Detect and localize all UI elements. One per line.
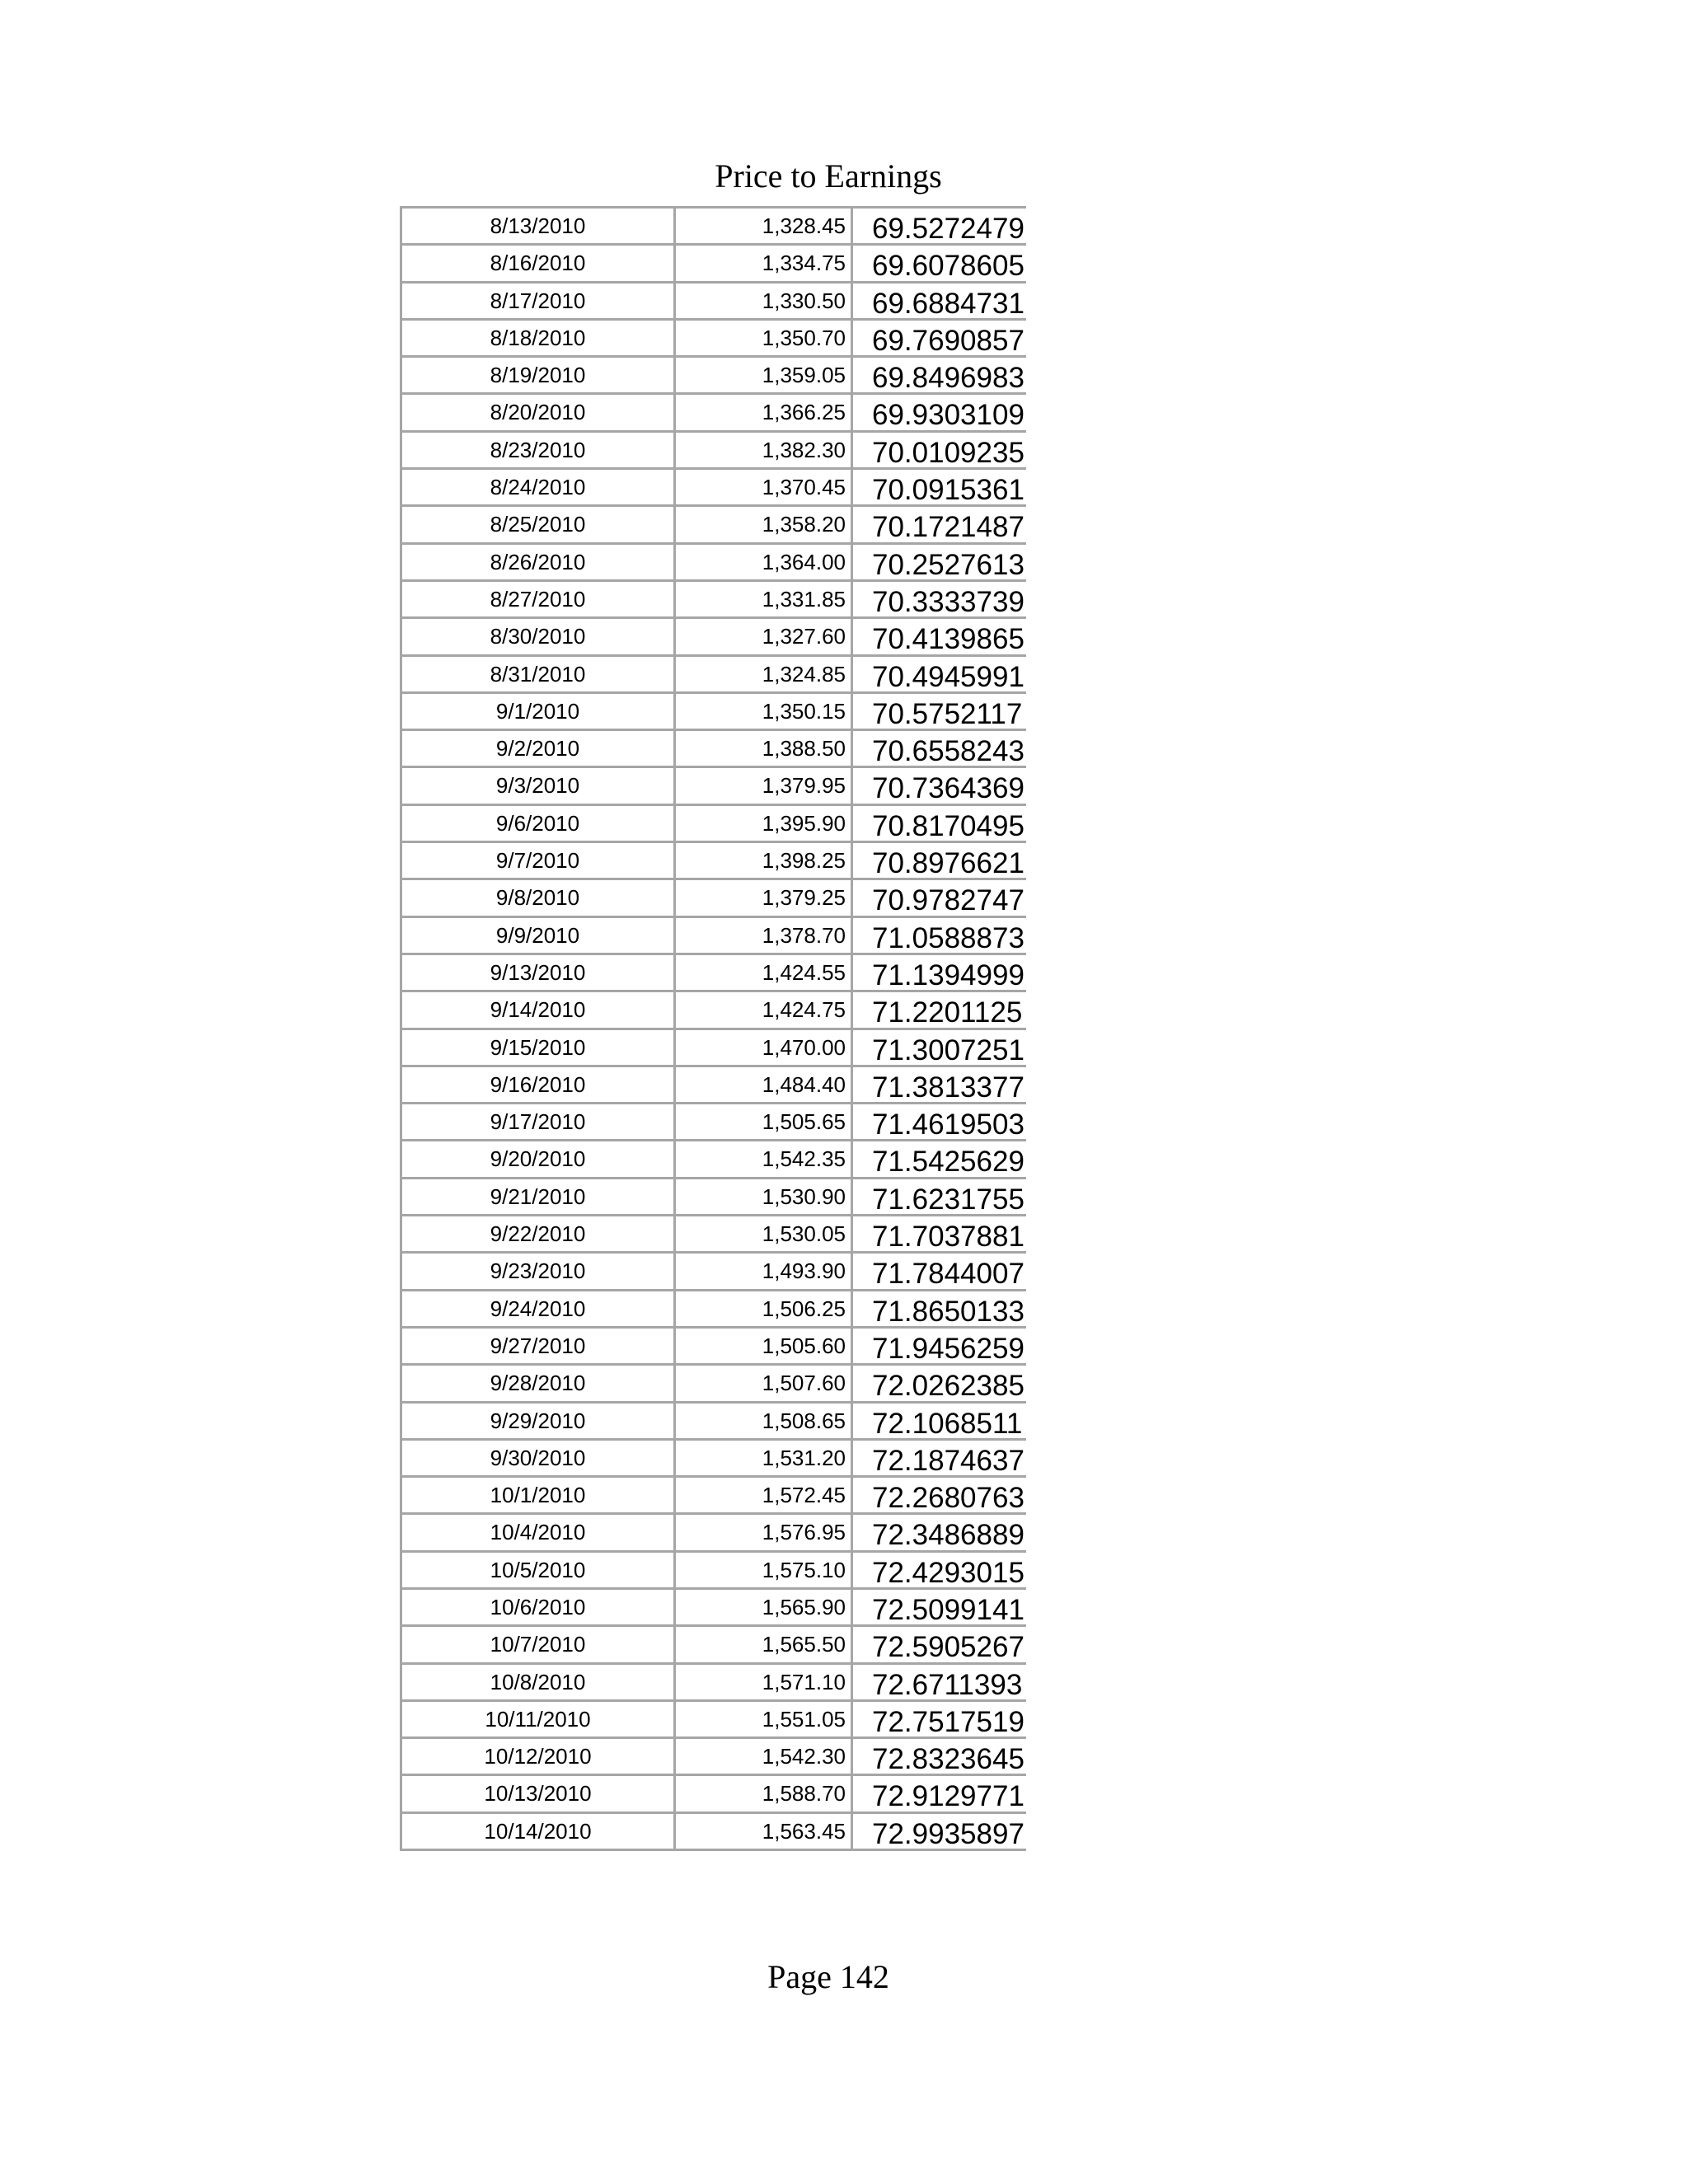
- pe-ratio-value: 72.1068511: [872, 1407, 1023, 1440]
- price-cell: 1,484.40: [676, 1067, 853, 1102]
- date-cell: 9/20/2010: [400, 1141, 676, 1176]
- table-row: [400, 1665, 1026, 1702]
- table-row: [400, 246, 1026, 283]
- price-cell: 1,470.00: [676, 1030, 853, 1065]
- table-row: [400, 395, 1026, 432]
- date-cell: 8/31/2010: [400, 657, 676, 691]
- date-cell: 10/5/2010: [400, 1553, 676, 1587]
- price-cell: 1,531.20: [676, 1441, 853, 1475]
- price-cell: 1,334.75: [676, 246, 853, 280]
- pe-ratio-value: 72.5099141: [872, 1593, 1025, 1626]
- pe-ratio-value: 69.5272479: [872, 213, 1025, 245]
- date-cell: 8/16/2010: [400, 246, 676, 280]
- pe-ratio-value: 72.0262385: [872, 1370, 1025, 1403]
- price-cell: 1,508.65: [676, 1404, 853, 1438]
- pe-ratio-value: 72.7517519: [872, 1705, 1025, 1738]
- date-cell: 9/24/2010: [400, 1291, 676, 1326]
- pe-ratio-value: 72.4293015: [872, 1556, 1025, 1589]
- date-cell: 9/30/2010: [400, 1441, 676, 1475]
- pe-ratio-value: 69.6078605: [872, 250, 1025, 283]
- date-cell: 9/16/2010: [400, 1067, 676, 1102]
- date-cell: 9/15/2010: [400, 1030, 676, 1065]
- table-row: [400, 1553, 1026, 1590]
- price-cell: 1,379.95: [676, 768, 853, 803]
- table-row: [400, 1814, 1026, 1851]
- table-row: [400, 806, 1026, 843]
- table-row: [400, 284, 1026, 321]
- table-row: [400, 1478, 1026, 1515]
- table-row: [400, 657, 1026, 694]
- table-row: [400, 321, 1026, 358]
- date-cell: 8/27/2010: [400, 582, 676, 616]
- date-cell: 10/7/2010: [400, 1627, 676, 1661]
- price-cell: 1,542.35: [676, 1141, 853, 1176]
- date-cell: 8/30/2010: [400, 619, 676, 654]
- table-row: [400, 918, 1026, 955]
- date-cell: 8/13/2010: [400, 209, 676, 243]
- date-cell: 9/29/2010: [400, 1404, 676, 1438]
- price-cell: 1,506.25: [676, 1291, 853, 1326]
- date-cell: 9/27/2010: [400, 1329, 676, 1363]
- pe-ratio-value: 71.5425629: [872, 1146, 1025, 1179]
- date-cell: 9/28/2010: [400, 1366, 676, 1400]
- price-cell: 1,366.25: [676, 395, 853, 429]
- table-row: [400, 1366, 1026, 1403]
- date-cell: 8/25/2010: [400, 507, 676, 541]
- pe-ratio-value: 70.9782747: [872, 884, 1025, 917]
- price-cell: 1,565.50: [676, 1627, 853, 1661]
- pe-ratio-value: 71.4619503: [872, 1108, 1025, 1141]
- date-cell: 9/13/2010: [400, 955, 676, 990]
- pe-ratio-value: 72.1874637: [872, 1444, 1025, 1477]
- price-cell: 1,358.20: [676, 507, 853, 541]
- date-cell: 10/13/2010: [400, 1776, 676, 1811]
- date-cell: 9/3/2010: [400, 768, 676, 803]
- pe-ratio-value: 72.2680763: [872, 1482, 1025, 1515]
- table-row: [400, 1104, 1026, 1141]
- pe-ratio-value: 71.0588873: [872, 921, 1025, 954]
- price-cell: 1,379.25: [676, 880, 853, 915]
- table-row: [400, 209, 1026, 246]
- price-cell: 1,530.90: [676, 1179, 853, 1214]
- price-cell: 1,572.45: [676, 1478, 853, 1512]
- date-cell: 9/2/2010: [400, 731, 676, 766]
- price-cell: 1,398.25: [676, 843, 853, 878]
- price-cell: 1,563.45: [676, 1814, 853, 1849]
- price-earnings-table: [400, 206, 1026, 1851]
- date-cell: 10/6/2010: [400, 1590, 676, 1624]
- pe-ratio-value: 70.4139865: [872, 623, 1025, 656]
- pe-ratio-value: 70.0915361: [872, 474, 1025, 507]
- pe-ratio-value: 69.7690857: [872, 324, 1025, 357]
- table-row: [400, 694, 1026, 731]
- table-row: [400, 1702, 1026, 1739]
- date-cell: 9/14/2010: [400, 992, 676, 1027]
- date-cell: 8/17/2010: [400, 284, 676, 318]
- price-cell: 1,565.90: [676, 1590, 853, 1624]
- pe-ratio-value: 69.9303109: [872, 399, 1025, 432]
- table-row: [400, 1141, 1026, 1179]
- price-cell: 1,576.95: [676, 1515, 853, 1549]
- date-cell: 9/23/2010: [400, 1254, 676, 1288]
- date-cell: 10/4/2010: [400, 1515, 676, 1549]
- price-cell: 1,328.45: [676, 209, 853, 243]
- table-row: [400, 992, 1026, 1029]
- pe-ratio-value: 72.5905267: [872, 1631, 1025, 1664]
- price-cell: 1,551.05: [676, 1702, 853, 1736]
- date-cell: 8/24/2010: [400, 470, 676, 504]
- date-cell: 8/20/2010: [400, 395, 676, 429]
- pe-ratio-value: 70.6558243: [872, 735, 1025, 768]
- pe-ratio-value: 71.7037881: [872, 1221, 1025, 1254]
- price-cell: 1,505.60: [676, 1329, 853, 1363]
- price-cell: 1,388.50: [676, 731, 853, 766]
- table-row: [400, 1030, 1026, 1067]
- pe-ratio-value: 71.2201125: [872, 996, 1023, 1029]
- date-cell: 8/26/2010: [400, 545, 676, 579]
- price-cell: 1,350.70: [676, 321, 853, 355]
- page-title: Price to Earnings: [715, 157, 942, 194]
- table-row: [400, 507, 1026, 544]
- date-cell: 9/6/2010: [400, 806, 676, 841]
- table-row: [400, 768, 1026, 805]
- price-cell: 1,330.50: [676, 284, 853, 318]
- table-row: [400, 433, 1026, 470]
- table-row: [400, 1329, 1026, 1366]
- pe-ratio-value: 72.8323645: [872, 1743, 1025, 1776]
- pe-ratio-value: 71.9456259: [872, 1332, 1025, 1365]
- price-cell: 1,378.70: [676, 918, 853, 953]
- table-row: [400, 1515, 1026, 1552]
- pe-ratio-value: 70.5752117: [872, 697, 1023, 730]
- date-cell: 9/8/2010: [400, 880, 676, 915]
- pe-ratio-value: 70.1721487: [872, 511, 1025, 544]
- pe-ratio-value: 72.9129771: [872, 1780, 1025, 1813]
- table-row: [400, 619, 1026, 656]
- date-cell: 8/23/2010: [400, 433, 676, 467]
- pe-ratio-value: 70.0109235: [872, 436, 1025, 469]
- price-cell: 1,359.05: [676, 358, 853, 392]
- pe-ratio-value: 70.8976621: [872, 847, 1025, 880]
- date-cell: 9/17/2010: [400, 1104, 676, 1139]
- pe-ratio-value: 69.8496983: [872, 362, 1025, 395]
- price-cell: 1,542.30: [676, 1739, 853, 1774]
- price-cell: 1,505.65: [676, 1104, 853, 1139]
- date-cell: 9/7/2010: [400, 843, 676, 878]
- price-cell: 1,331.85: [676, 582, 853, 616]
- pe-ratio-value: 70.4945991: [872, 660, 1025, 693]
- table-row: [400, 955, 1026, 992]
- pe-ratio-value: 70.2527613: [872, 548, 1025, 581]
- table-row: [400, 1067, 1026, 1104]
- pe-ratio-value: 70.7364369: [872, 772, 1025, 805]
- price-cell: 1,575.10: [676, 1553, 853, 1587]
- date-cell: 9/22/2010: [400, 1216, 676, 1251]
- table-row: [400, 1216, 1026, 1254]
- page-number: Page 142: [767, 1958, 889, 1995]
- pe-ratio-value: 70.8170495: [872, 809, 1025, 842]
- price-cell: 1,395.90: [676, 806, 853, 841]
- pe-ratio-value: 71.8650133: [872, 1295, 1025, 1328]
- table-row: [400, 1254, 1026, 1291]
- pe-ratio-value: 71.3007251: [872, 1033, 1025, 1066]
- table-row: [400, 1291, 1026, 1329]
- pe-ratio-value: 71.1394999: [872, 958, 1025, 991]
- price-cell: 1,364.00: [676, 545, 853, 579]
- table-row: [400, 1776, 1026, 1813]
- pe-ratio-value: 72.9935897: [872, 1817, 1025, 1850]
- table-row: [400, 545, 1026, 582]
- date-cell: 10/8/2010: [400, 1665, 676, 1699]
- price-cell: 1,530.05: [676, 1216, 853, 1251]
- price-cell: 1,588.70: [676, 1776, 853, 1811]
- table-row: [400, 582, 1026, 619]
- date-cell: 8/19/2010: [400, 358, 676, 392]
- price-cell: 1,571.10: [676, 1665, 853, 1699]
- table-row: [400, 843, 1026, 880]
- table-row: [400, 1404, 1026, 1441]
- date-cell: 10/12/2010: [400, 1739, 676, 1774]
- date-cell: 9/1/2010: [400, 694, 676, 729]
- table-row: [400, 880, 1026, 917]
- table-row: [400, 731, 1026, 768]
- date-cell: 9/9/2010: [400, 918, 676, 953]
- table-row: [400, 470, 1026, 507]
- pe-ratio-value: 70.3333739: [872, 585, 1025, 618]
- pe-ratio-value: 71.3813377: [872, 1071, 1025, 1104]
- date-cell: 9/21/2010: [400, 1179, 676, 1214]
- price-cell: 1,382.30: [676, 433, 853, 467]
- pe-ratio-value: 71.7844007: [872, 1258, 1025, 1291]
- price-cell: 1,424.75: [676, 992, 853, 1027]
- price-cell: 1,424.55: [676, 955, 853, 990]
- table-row: [400, 358, 1026, 395]
- date-cell: 10/14/2010: [400, 1814, 676, 1849]
- price-cell: 1,507.60: [676, 1366, 853, 1400]
- date-cell: 10/11/2010: [400, 1702, 676, 1736]
- pe-ratio-value: 72.3486889: [872, 1519, 1025, 1552]
- price-cell: 1,327.60: [676, 619, 853, 654]
- table-row: [400, 1179, 1026, 1216]
- table-row: [400, 1441, 1026, 1478]
- table-row: [400, 1627, 1026, 1664]
- price-cell: 1,370.45: [676, 470, 853, 504]
- price-cell: 1,350.15: [676, 694, 853, 729]
- pe-ratio-value: 72.6711393: [872, 1668, 1023, 1701]
- date-cell: 10/1/2010: [400, 1478, 676, 1512]
- price-cell: 1,324.85: [676, 657, 853, 691]
- price-cell: 1,493.90: [676, 1254, 853, 1288]
- table-row: [400, 1739, 1026, 1776]
- table-row: [400, 1590, 1026, 1627]
- date-cell: 8/18/2010: [400, 321, 676, 355]
- pe-ratio-value: 69.6884731: [872, 287, 1025, 320]
- pe-ratio-value: 71.6231755: [872, 1183, 1025, 1216]
